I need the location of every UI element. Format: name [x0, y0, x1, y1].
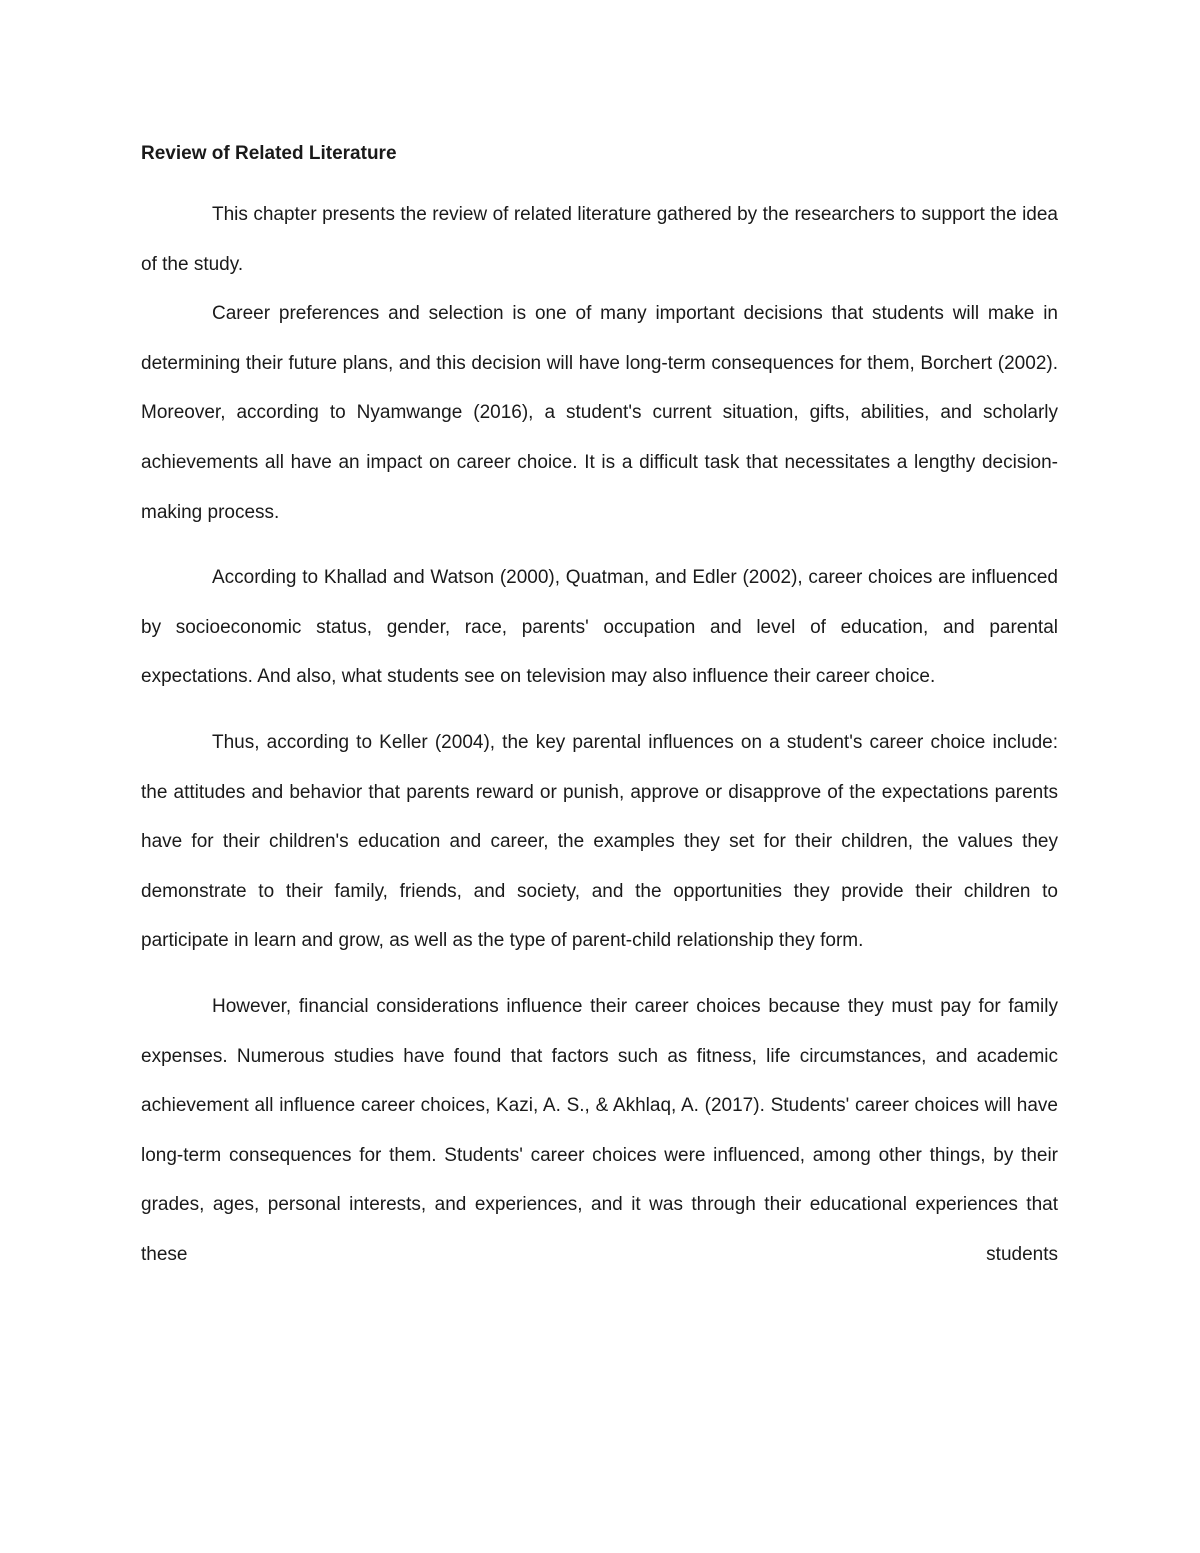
- paragraph-financial-considerations: However, financial considerations influence their career choices because they must pay for family expenses. Numerous studies have found that factors such as fitness, life circumstances, and academic achievement all influence career choices, Kazi, A. S., & Akhlaq, A. (2017). Students' career choices will have long-term consequences for them. Students' career choices were influenced, among other things, by their grades, ages, personal interests, and experiences, and it was through their educational experiences that these students: [141, 995, 1058, 1265]
- paragraph-keller: Thus, according to Keller (2004), the key parental influences on a student's career choice include: the attitudes and behavior that parents reward or punish, approve or disapprove of the expectations parents have for their children's education and career, the examples they set for their children, the values they demonstrate to their family, friends, and society, and the opportunities they provide their children to participate in learn and grow, as well as the type of parent-child relationship they form.: [141, 731, 1058, 952]
- paragraph-intro: This chapter presents the review of related literature gathered by the researchers to support the idea of the study.: [141, 204, 1058, 275]
- document-body: [141, 140, 1058, 1279]
- paragraph-khallad-watson: According to Khallad and Watson (2000), Quatman, and Edler (2002), career choices are influenced by socioeconomic status, gender, race, parents' occupation and level of education, and parental expectations. And also, what students see on television may also influence their career choice.: [141, 567, 1058, 688]
- section-heading: Review of Related Literature: [141, 143, 397, 164]
- paragraph-career-preferences: Career preferences and selection is one of many important decisions that students will make in determining their future plans, and this decision will have long-term consequences for them, Borchert (2002). Moreover, according to Nyamwange (2016), a student's current situation, gifts, abilities, and scholarly achievements all have an impact on career choice. It is a difficult task that necessitates a lengthy decision-making process.: [141, 303, 1058, 523]
